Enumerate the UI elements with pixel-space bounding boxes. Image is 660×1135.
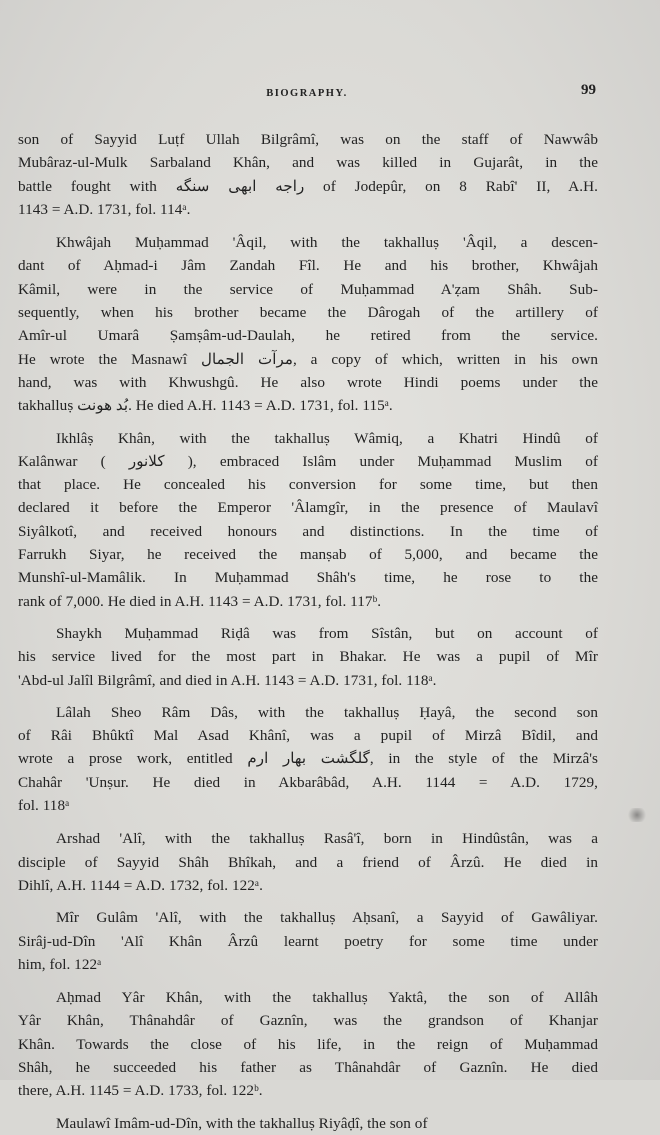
paragraph [18,986,598,1102]
text-line: 'Abd-ul Jalîl Bilgrâmî, and died in A.H. 1143 = A.D. 1731, fol. 118ᵃ. [18,671,437,689]
text-line: of Râi Bhûktî Mal Asad Khânî, was a pupil of Mirzâ Bîdil, and [18,727,598,745]
text-line: Mubâraz-ul-Mulk Sarbaland Khân, and was killed in Gujarât, in the [18,154,598,172]
text-line: that place. He concealed his conversion for some time, but then [18,476,598,494]
text-line: Amîr-ul Umarâ Ṣamṣâm-ud-Daulah, he retired from the service. [18,327,598,345]
text-line: him, fol. 122ᵃ [18,955,102,973]
text-line: Lâlah Sheo Râm Dâs, with the takhalluṣ Ḥayâ, the second son [56,703,598,721]
paragraph [18,622,598,692]
text-line: 1143 = A.D. 1731, fol. 114ᵃ. [18,200,191,218]
paragraph [18,128,598,221]
text-line: his service lived for the most part in Bhakar. He was a pupil of Mîr [18,648,598,666]
text-line: Dihlî, A.H. 1144 = A.D. 1732, fol. 122ᵃ. [18,876,263,894]
text-line: Siyâlkotî, and received honours and distinctions. In the time of [18,522,598,540]
text-line: Munshî-ul-Mamâlik. In Muḥammad Shâh's time, he rose to the [18,569,598,587]
page-number: 99 [581,82,596,98]
paper-speck [626,808,648,822]
running-head: BIOGRAPHY. [266,88,348,99]
text-line: son of Sayyid Luṭf Ullah Bilgrâmî, was on the staff of Nawwâb [18,131,598,148]
text-line: Kâmil, were in the service of Muḥammad A'ẓam Shâh. Sub- [18,280,598,298]
paragraph [18,427,598,613]
page-header [18,80,596,104]
text-line: there, A.H. 1145 = A.D. 1733, fol. 122ᵇ. [18,1082,263,1100]
text-line: fol. 118ᵃ [18,797,70,815]
text-line: hand, was with Khwushgû. He also wrote Hindi poems under the [18,373,598,391]
text-line: Sirâj-ud-Dîn 'Alî Khân Ârzû learnt poetry for some time under [18,932,598,950]
text-line: Maulawî Imâm-ud-Dîn, with the takhalluṣ Riyâḍî, the son of [56,1114,428,1132]
text-line: Shaykh Muḥammad Riḍâ was from Sîstân, but on account of [56,624,598,642]
text-line: Farrukh Siyar, he received the manṣab of 5,000, and became the [18,546,598,564]
text-line: takhalluṣ بُد هونت. He died A.H. 1143 = A.D. 1731, fol. 115ᵃ. [18,397,393,415]
text-line: Khwâjah Muḥammad 'Âqil, with the takhalluṣ 'Âqil, a descen- [56,234,598,252]
text-line: declared it before the Emperor 'Âlamgîr, in the presence of Maulavî [18,499,598,517]
text-line: Mîr Gulâm 'Alî, with the takhalluṣ Aḥsanî, a Sayyid of Gawâliyar. [56,909,598,927]
text-line: Chahâr 'Unṣur. He died in Akbarâbâd, A.H. 1144 = A.D. 1729, [18,773,598,791]
text-line: Ikhlâṣ Khân, with the takhalluṣ Wâmiq, a Khatri Hindû of [56,429,598,447]
text-line: disciple of Sayyid Shâh Bhîkah, and a friend of Ârzû. He died in [18,853,598,871]
paragraph [18,701,598,817]
text-line: Yâr Khân, Thânahdâr of Gaznîn, was the grandson of Khanjar [18,1012,598,1030]
paragraph [18,231,598,417]
text-line: dant of Aḥmad-i Jâm Zandah Fîl. He and his brother, Khwâjah [18,257,598,275]
paragraph [18,827,598,897]
text-line: Shâh, he succeeded his father as Thânahdâr of Gaznîn. He died [18,1058,598,1076]
paragraph [18,906,598,976]
page-body [18,120,598,1135]
text-line: Kalânwar ( كلانور ), embraced Islâm under Muḥammad Muslim of [18,452,598,470]
paragraph [18,1112,598,1135]
text-line: sequently, when his brother became the Dârogah of the artillery of [18,304,598,322]
text-line: Aḥmad Yâr Khân, with the takhalluṣ Yaktâ, the son of Allâh [56,989,598,1007]
text-line: Arshad 'Alî, with the takhalluṣ Rasâ'î, born in Hindûstân, was a [56,830,598,848]
text-line: Khân. Towards the close of his life, in the reign of Muḥammad [18,1035,598,1053]
text-line: battle fought with راجه ابهی سنگه of Jodepûr, on 8 Rabî' II, A.H. [18,177,599,195]
text-line: He wrote the Masnawî مرآت الجمال, a copy of which, written in his own [18,350,598,368]
text-line: rank of 7,000. He died in A.H. 1143 = A.D. 1731, fol. 117ᵇ. [18,592,382,610]
text-line: wrote a prose work, entitled گلگشت بهار ارم, in the style of the Mirzâ's [18,750,598,768]
